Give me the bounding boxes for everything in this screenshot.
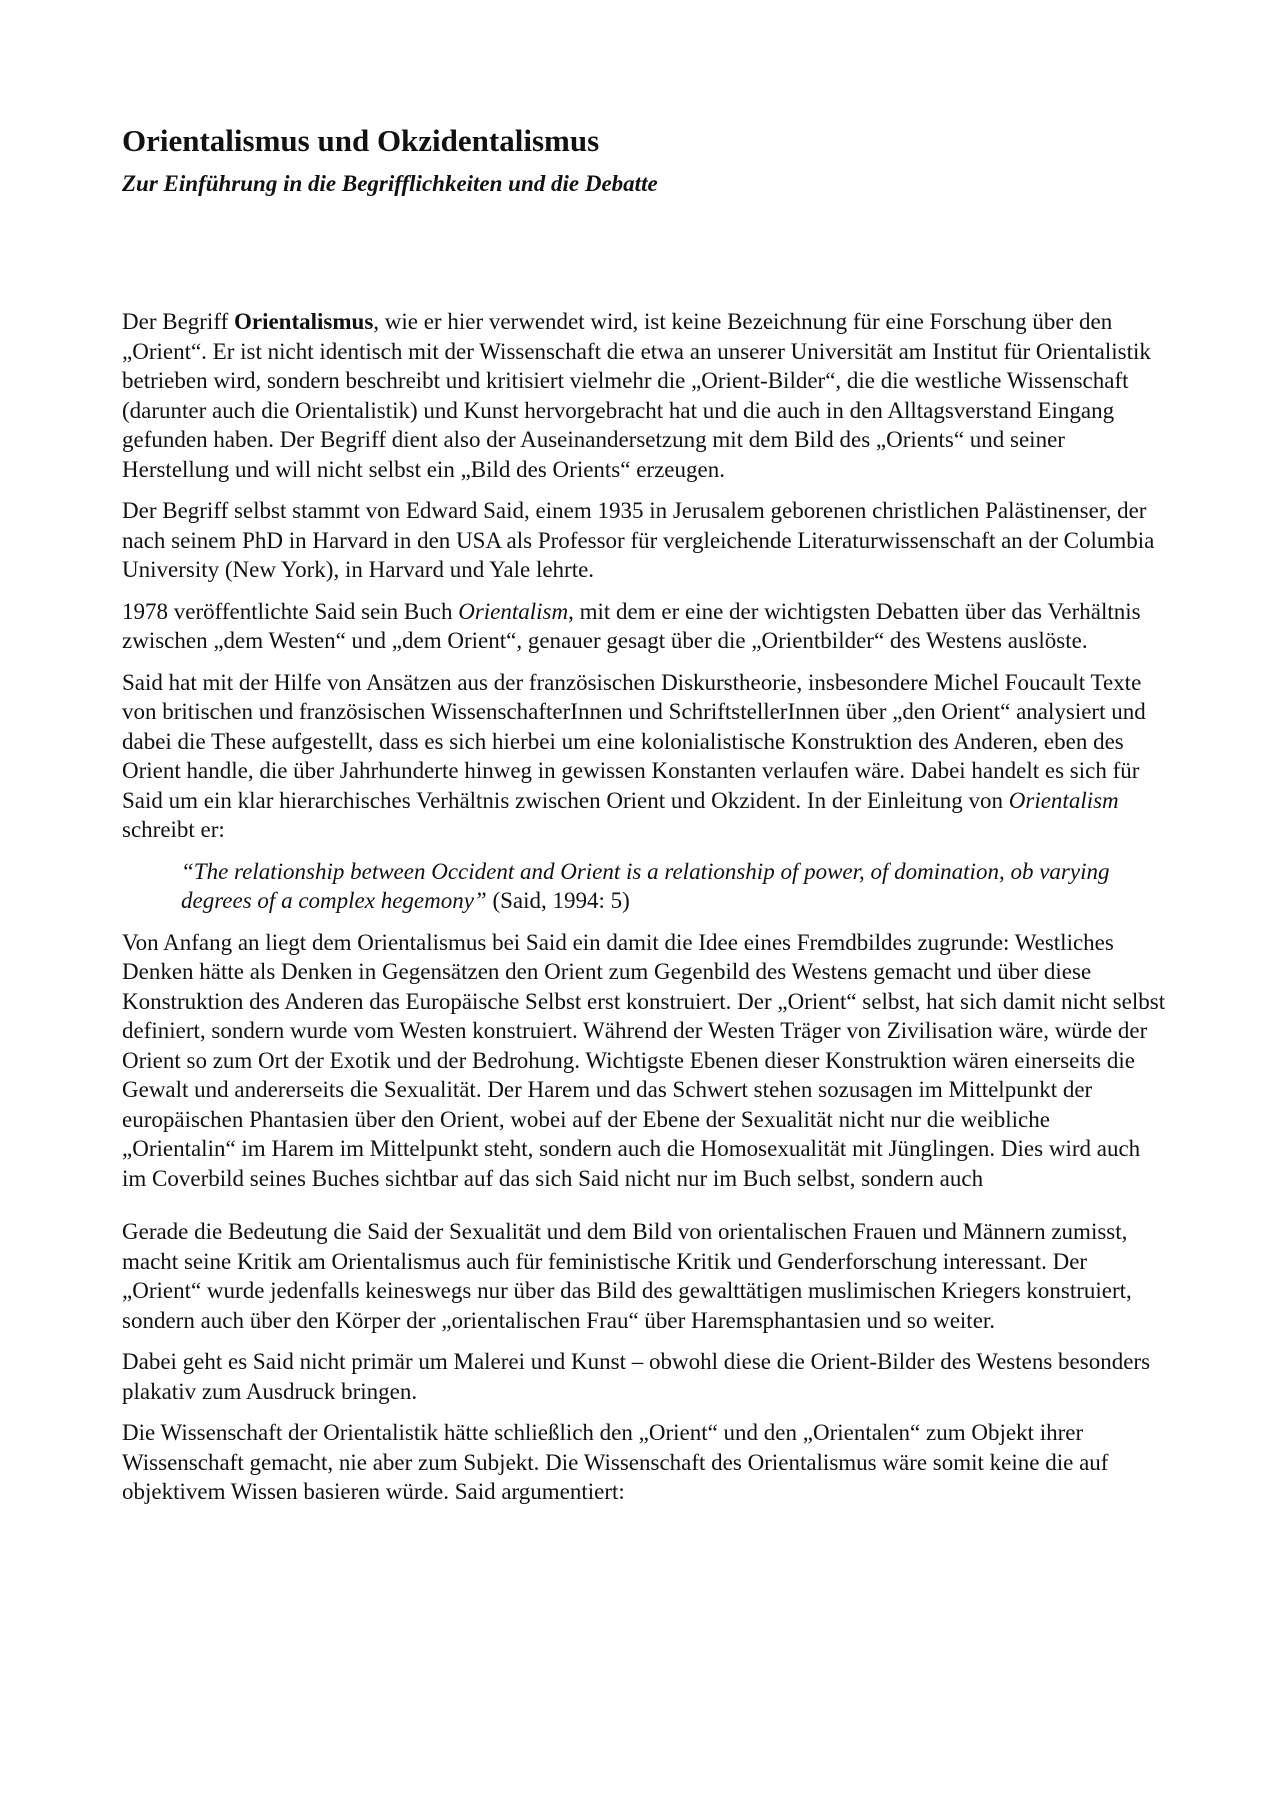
page-content (122, 122, 1167, 1519)
paragraph-sexuality-gender: Gerade die Bedeutung die Said der Sexualität und dem Bild von orientalischen Frauen und Männern zumisst, macht seine Kritik am Orientalismus auch für feministische Kritik und Genderforschung interessant. Der „Orient“ wurde jedenfalls keineswegs nur über das Bild des gewalttätigen muslimischen Kriegers konstruiert, sondern auch über den Körper der „orientalischen Frau“ über Haremsphantasien und so weiter. (122, 1219, 1132, 1333)
paragraph-text: Said hat mit der Hilfe von Ansätzen aus der französischen Diskurstheorie, insbesondere Michel Foucault Texte von britischen und französischen WissenschafterInnen und SchriftstellerInnen über „den Orient“ analysiert und dabei die These aufgestellt, dass es sich hierbei um eine kolonialistische Konstruktion des Anderen, eben des Orient handle, die über Jahrhunderte hinweg in gewissen Konstanten verlaufen wäre. Dabei handelt es sich für Said um ein klar hierarchisches Verhältnis zwischen Orient und Okzident. In der Einleitung von (122, 669, 1146, 813)
page-subtitle: Zur Einführung in die Begrifflichkeiten und die Debatte (122, 171, 658, 197)
paragraph-orientalism-book (122, 597, 1167, 656)
paragraph-definition (122, 307, 1167, 484)
body-text (122, 307, 1167, 1507)
paragraph-said-biography: Der Begriff selbst stammt von Edward Said, einem 1935 in Jerusalem geborenen christlichen Palästinenser, der nach seinem PhD in Harvard in den USA als Professor für vergleichende Literaturwissenschaft an der Columbia University (New York), in Harvard und Yale lehrte. (122, 498, 1155, 583)
paragraph-orientalistik-object: Die Wissenschaft der Orientalistik hätte schließlich den „Orient“ und den „Orientalen“ zum Objekt ihrer Wissenschaft gemacht, nie aber zum Subjekt. Die Wissenschaft des Orientalismus wäre somit keine die auf objektivem Wissen basieren würde. Said argumentiert: (122, 1420, 1109, 1505)
paragraph-fremdbild: Von Anfang an liegt dem Orientalismus bei Said ein damit die Idee eines Fremdbildes zugrunde: Westliches Denken hätte als Denken in Gegensätzen den Orient zum Gegenbild des Westens gemacht und über diese Konstruktion des Anderen das Europäische Selbst erst konstruiert. Der „Orient“ selbst, hat sich damit nicht selbst definiert, sondern wurde vom Westen konstruiert. Während der Westen Träger von Zivilisation wäre, würde der Orient so zum Ort der Exotik und der Bedrohung. Wichtigste Ebenen dieser Konstruktion wären einerseits die Gewalt und andererseits die Sexualität. Der Harem und das Schwert stehen sozusagen im Mittelpunkt der europäischen Phantasien über den Orient, wobei auf der Ebene der Sexualität nicht nur die weibliche „Orientalin“ im Harem im Mittelpunkt steht, sondern auch die Homosexualität mit Jünglingen. Dies wird auch im Coverbild seines Buches sichtbar auf das sich Said nicht nur im Buch selbst, sondern auch (122, 929, 1166, 1191)
quote-text: “The relationship between Occident and Orient is a relationship of power, of domination, ob varying degrees of a complex hegemony” (181, 858, 1110, 914)
paragraph-art: Dabei geht es Said nicht primär um Malerei und Kunst – obwohl diese die Orient-Bilder des Westens besonders plakativ zum Ausdruck bringen. (122, 1349, 1151, 1404)
book-title: Orientalism (1008, 787, 1119, 813)
quote-citation: (Said, 1994: 5) (486, 888, 630, 914)
paragraph-text: 1978 veröffentlichte Said sein Buch (122, 598, 459, 624)
paragraph-said-method (122, 668, 1167, 845)
paragraph-text: schreibt er: (122, 817, 225, 843)
paragraph-text: , wie er hier verwendet wird, ist keine Bezeichnung für eine Forschung über den „Orient“. Er ist nicht identisch mit der Wissenschaft die etwa an unserer Universität am Institut für Orientalistik betrieben wird, sondern beschreibt und kritisiert vielmehr die „Orient-Bilder“, die die westliche Wissenschaft (darunter auch die Orientalistik) und Kunst hervorgebracht hat und die auch in den Alltagsverstand Eingang gefunden haben. Der Begriff dient also der Auseinandersetzung mit dem Bild des „Orients“ und seiner Herstellung und will nicht selbst ein „Bild des Orients“ erzeugen. (122, 309, 1151, 482)
paragraph-text: , mit dem er eine der wichtigsten Debatten über das Verhältnis zwischen „dem Westen“ und „dem Orient“, genauer gesagt über die „Orientbilder“ des Westens auslöste. (122, 598, 1141, 654)
paragraph-text: Der Begriff (122, 309, 234, 335)
page-title: Orientalismus und Okzidentalismus (122, 123, 600, 158)
book-title: Orientalism (458, 598, 569, 624)
said-quote (181, 857, 1167, 916)
term-orientalismus: Orientalismus (233, 309, 374, 335)
